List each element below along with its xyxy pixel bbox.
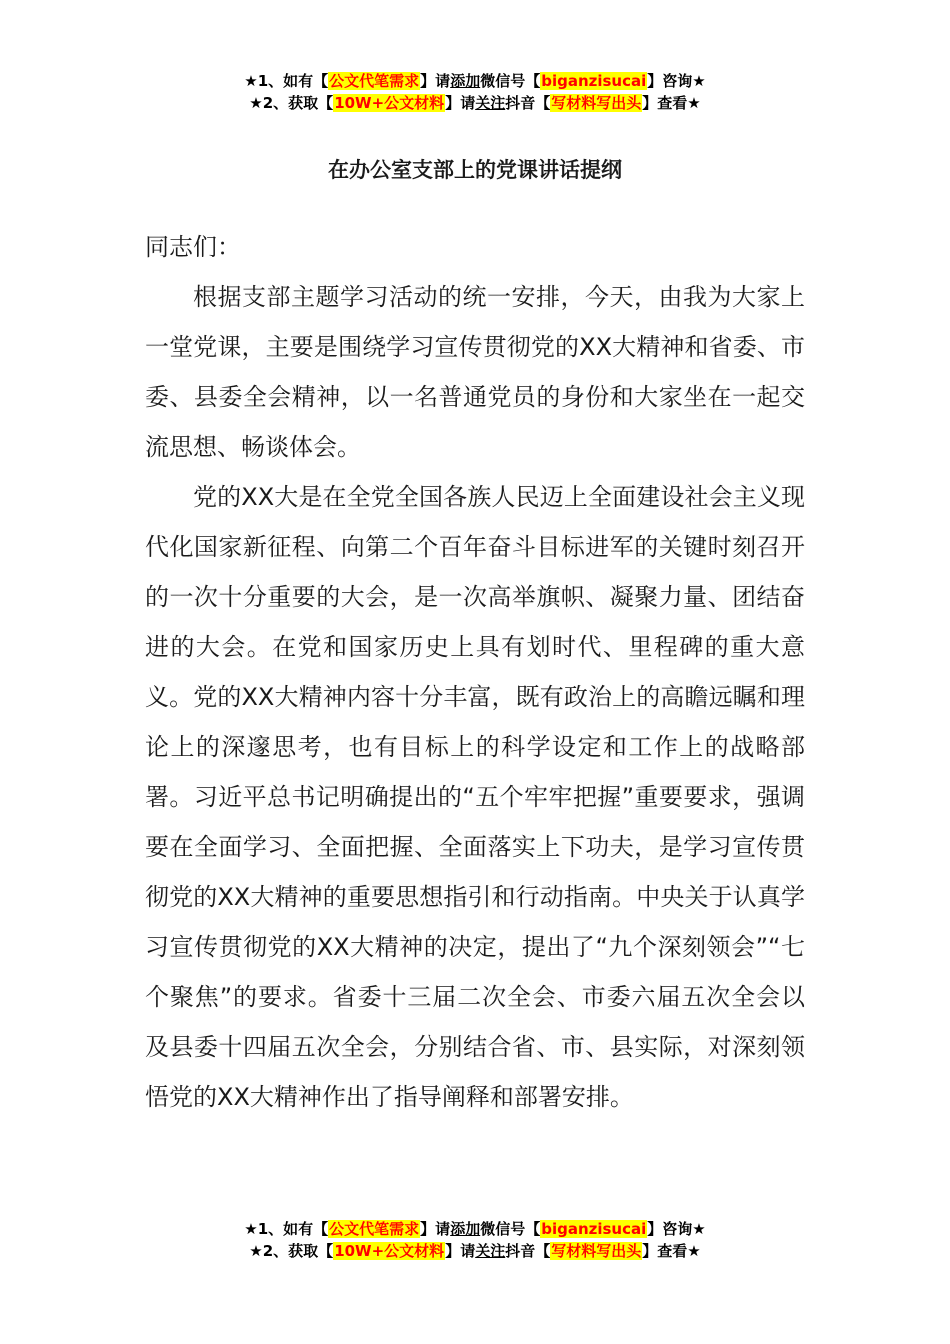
body-paragraph: 根据支部主题学习活动的统一安排，今天，由我为大家上一堂党课，主要是围绕学习宣传贯彻党的XX大精神和省委、市委、县委全会精神，以一名普通党员的身份和大家坐在一起交流思想、畅谈体会。 — [145, 283, 805, 461]
banner-text: ★1、如有【 — [244, 72, 329, 90]
banner-text: 抖音【 — [505, 1242, 551, 1260]
banner-line-1 — [0, 1218, 950, 1240]
banner-text: 微信号【 — [480, 72, 541, 90]
banner-text: 】查看★ — [642, 1242, 701, 1260]
banner-line-2 — [0, 92, 950, 114]
banner-highlight: 10W+公文材料 — [334, 94, 445, 112]
banner-text: ★1、如有【 — [244, 1220, 329, 1238]
footer-banner — [0, 1218, 950, 1262]
banner-line-1 — [0, 70, 950, 92]
banner-text: 】请 — [420, 1220, 451, 1238]
banner-line-2 — [0, 1240, 950, 1262]
banner-text: 】咨询★ — [647, 1220, 706, 1238]
banner-text: ★2、获取【 — [249, 94, 334, 112]
header-banner — [0, 70, 950, 114]
document-body — [145, 222, 805, 1122]
banner-highlight: 公文代笔需求 — [329, 72, 420, 90]
banner-text: 】请 — [445, 1242, 476, 1260]
banner-underlined: 关注 — [475, 94, 506, 112]
banner-highlight: biganzisucai — [541, 1220, 647, 1238]
banner-underlined: 添加 — [450, 72, 481, 90]
banner-underlined: 添加 — [450, 1220, 481, 1238]
banner-text: 】查看★ — [642, 94, 701, 112]
banner-text: 】咨询★ — [647, 72, 706, 90]
banner-highlight: biganzisucai — [541, 72, 647, 90]
banner-highlight: 写材料写出头 — [551, 1242, 642, 1260]
document-title: 在办公室支部上的党课讲话提纲 — [328, 158, 622, 182]
banner-text: 抖音【 — [505, 94, 551, 112]
banner-highlight: 10W+公文材料 — [334, 1242, 445, 1260]
banner-text: 】请 — [420, 72, 451, 90]
banner-text: 微信号【 — [480, 1220, 541, 1238]
salutation: 同志们： — [145, 233, 241, 261]
banner-text: 】请 — [445, 94, 476, 112]
banner-underlined: 关注 — [475, 1242, 506, 1260]
banner-highlight: 公文代笔需求 — [329, 1220, 420, 1238]
body-paragraph: 党的XX大是在全党全国各族人民迈上全面建设社会主义现代化国家新征程、向第二个百年奋斗目标进军的关键时刻召开的一次十分重要的大会，是一次高举旗帜、凝聚力量、团结奋进的大会。在党和国家历史上具有划时代、里程碑的重大意义。党的XX大精神内容十分丰富，既有政治上的高瞻远瞩和理论上的深邃思考，也有目标上的科学设定和工作上的战略部署。习近平总书记明确提出的“五个牢牢把握”重要要求，强调要在全面学习、全面把握、全面落实上下功夫，是学习宣传贯彻党的XX大精神的重要思想指引和行动指南。中央关于认真学习宣传贯彻党的XX大精神的决定，提出了“九个深刻领会”“七个聚焦”的要求。省委十三届二次全会、市委六届五次全会以及县委十四届五次全会，分别结合省、市、县实际，对深刻领悟党的XX大精神作出了指导阐释和部署安排。 — [145, 483, 805, 1111]
banner-text: ★2、获取【 — [249, 1242, 334, 1260]
banner-highlight: 写材料写出头 — [551, 94, 642, 112]
